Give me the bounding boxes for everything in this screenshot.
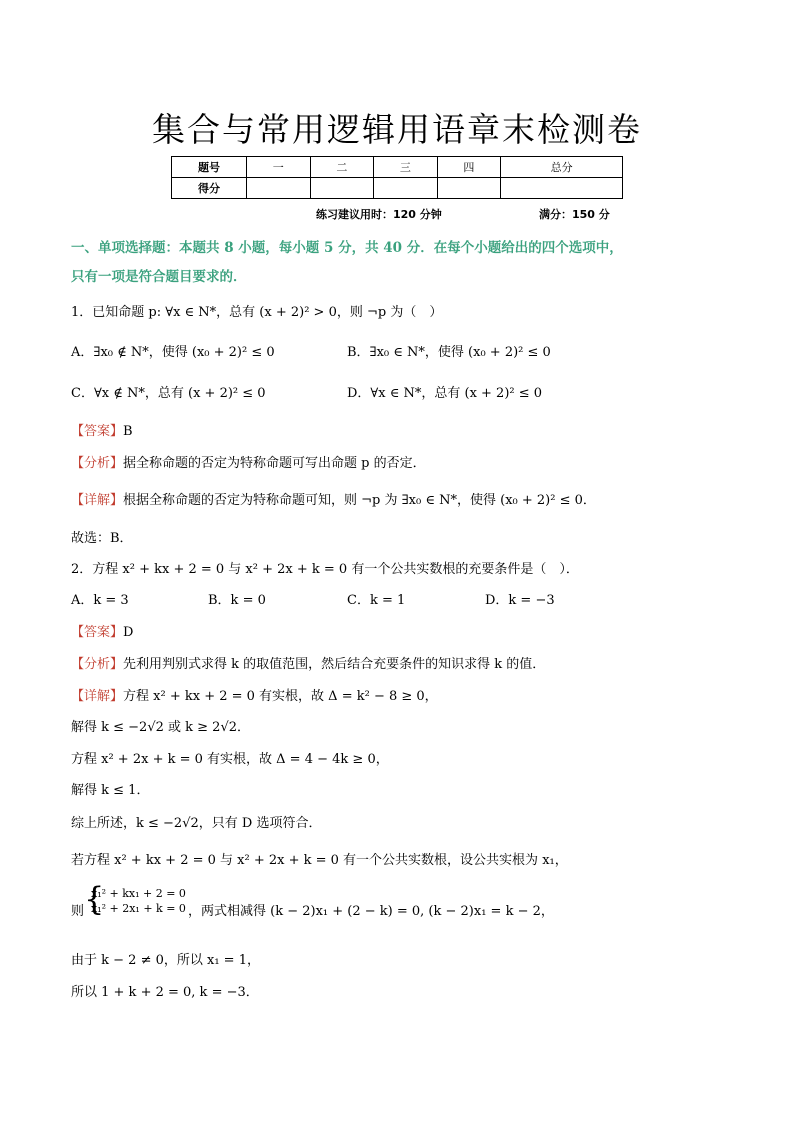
q1-choose: 故选：B． xyxy=(71,531,133,546)
detail-text: 根据全称命题的否定为特称命题可知，则 ¬p 为 ∃x₀ ∈ N*，使得 (x₀ + 2)² ≤ 0． xyxy=(123,493,596,508)
analysis-text: 据全称命题的否定为特称命题可写出命题 p 的否定． xyxy=(123,456,426,471)
detail-line-6: 若方程 x² + kx + 2 = 0 与 x² + 2x + k = 0 有一个公共实数根，设公共实根为 x₁， xyxy=(71,853,568,868)
q2-analysis xyxy=(71,656,545,674)
score-row-label: 得分 xyxy=(172,178,247,199)
score-header-cell: 四 xyxy=(437,157,501,178)
analysis-tag: 【分析】 xyxy=(71,657,124,672)
score-header-cell: 三 xyxy=(374,157,438,178)
score-header-cell: 题号 xyxy=(172,157,247,178)
score-cell xyxy=(374,178,438,199)
q1-option-d: D．∀x ∈ N*，总有 (x + 2)² ≤ 0 xyxy=(347,386,543,401)
answer-tag: 【答案】 xyxy=(71,424,124,439)
detail-line-1: 方程 x² + kx + 2 = 0 有实根，故 Δ = k² − 8 ≥ 0， xyxy=(123,689,438,704)
score-table-header-row xyxy=(172,157,623,178)
analysis-text: 先利用判别式求得 k 的取值范围，然后结合充要条件的知识求得 k 的值． xyxy=(123,657,546,672)
q1-analysis xyxy=(71,455,426,473)
detail-tag: 【详解】 xyxy=(71,689,124,704)
answer-value: D xyxy=(123,625,134,640)
score-cell xyxy=(501,178,623,199)
answer-tag: 【答案】 xyxy=(71,625,124,640)
q1-option-b: B．∃x₀ ∈ N*，使得 (x₀ + 2)² ≤ 0 xyxy=(347,345,551,360)
score-cell xyxy=(247,178,311,199)
q2-option-c: C．k = 1 xyxy=(347,593,406,608)
detail-line-7: ，两式相减得 (k − 2)x₁ + (2 − k) = 0, (k − 2)x₁ = k − 2， xyxy=(188,904,554,919)
system-equation-2: x₁² + 2x₁ + k = 0 xyxy=(91,902,186,915)
full-score: 满分：150 分 xyxy=(539,208,610,221)
equation-system xyxy=(91,886,186,916)
system-brace: { xyxy=(84,880,105,918)
detail-line-2: 解得 k ≤ −2√2 或 k ≥ 2√2． xyxy=(71,720,251,735)
question-2-stem: 2．方程 x² + kx + 2 = 0 与 x² + 2x + k = 0 有一个公共实数根的充要条件是（ ）． xyxy=(71,562,579,577)
q2-answer xyxy=(71,624,133,642)
detail-line-5: 综上所述，k ≤ −2√2，只有 D 选项符合． xyxy=(71,816,322,831)
analysis-tag: 【分析】 xyxy=(71,456,124,471)
score-cell xyxy=(310,178,374,199)
score-header-cell: 一 xyxy=(247,157,311,178)
system-equation-1: x₁² + kx₁ + 2 = 0 xyxy=(91,887,186,900)
detail-line-4: 解得 k ≤ 1． xyxy=(71,783,150,798)
detail-tag: 【详解】 xyxy=(71,493,124,508)
q1-answer xyxy=(71,423,133,441)
section-heading: 一、单项选择题：本题共 8 小题，每小题 5 分，共 40 分．在每个小题给出的四个选项中， xyxy=(71,240,623,256)
q2-option-d: D．k = −3 xyxy=(485,593,555,608)
question-1-stem: 1．已知命题 p: ∀x ∈ N*，总有 (x + 2)² > 0，则 ¬p 为（ ） xyxy=(71,305,443,320)
q2-detail xyxy=(71,688,438,706)
answer-value: B xyxy=(123,424,133,439)
detail-line-8: 由于 k − 2 ≠ 0，所以 x₁ = 1， xyxy=(71,953,260,968)
page-title: 集合与常用逻辑用语章末检测卷 xyxy=(152,110,642,149)
score-header-cell: 总分 xyxy=(501,157,623,178)
score-table-row xyxy=(172,178,623,199)
detail-line-3: 方程 x² + 2x + k = 0 有实根，故 Δ = 4 − 4k ≥ 0， xyxy=(71,752,389,767)
time-hint: 练习建议用时：120 分钟 xyxy=(316,208,442,221)
score-header-cell: 二 xyxy=(310,157,374,178)
q2-option-b: B．k = 0 xyxy=(208,593,266,608)
detail-line-9: 所以 1 + k + 2 = 0, k = −3． xyxy=(71,985,259,1000)
q1-detail xyxy=(71,492,596,510)
section-heading-cont: 只有一项是符合题目要求的． xyxy=(71,269,247,285)
score-table xyxy=(171,156,623,199)
q1-option-c: C．∀x ∉ N*，总有 (x + 2)² ≤ 0 xyxy=(71,386,266,401)
q2-option-a: A．k = 3 xyxy=(71,593,129,608)
score-cell xyxy=(437,178,501,199)
detail-line-7-prefix: 则 xyxy=(71,904,85,919)
q1-option-a: A．∃x₀ ∉ N*，使得 (x₀ + 2)² ≤ 0 xyxy=(71,345,275,360)
